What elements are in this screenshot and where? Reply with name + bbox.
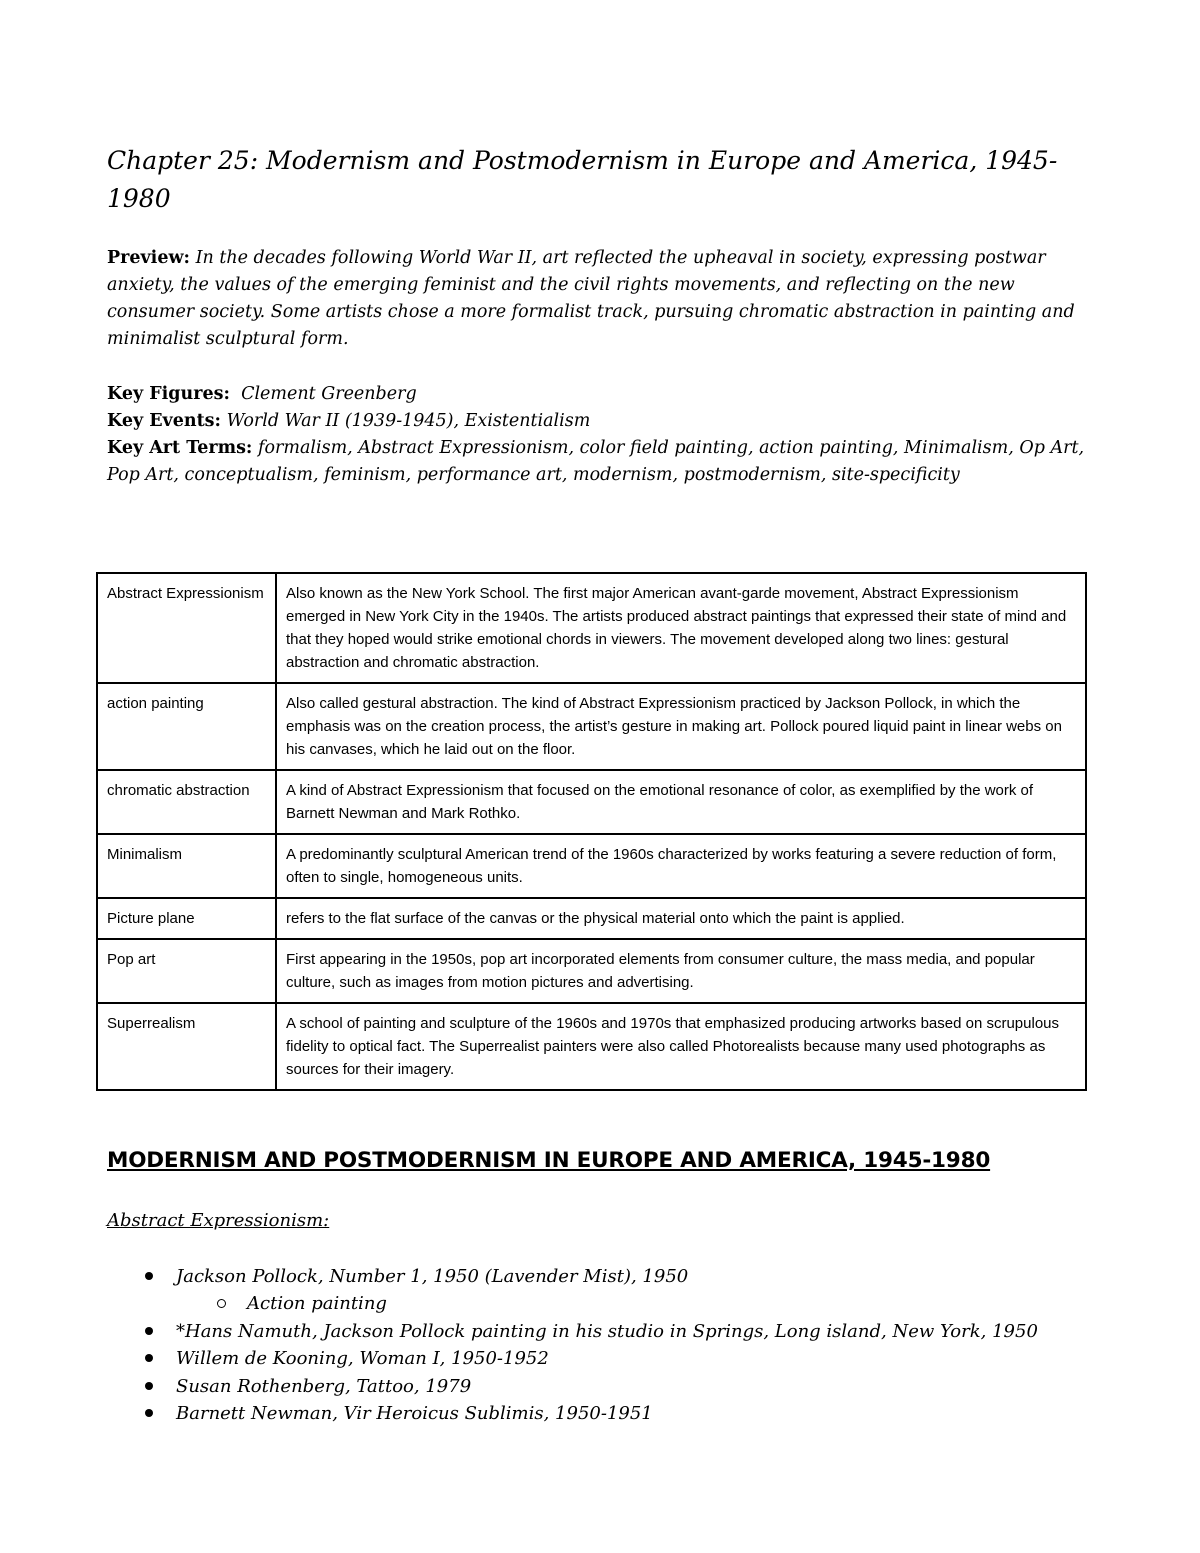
list-item-text: *Hans Namuth, Jackson Pollock painting in his studio in Springs, Long island, New York, 1950 xyxy=(176,1320,1038,1342)
table-row xyxy=(97,1003,1086,1090)
list-item-text: Barnett Newman, Vir Heroicus Sublimis, 1950-1951 xyxy=(176,1403,653,1425)
list-item xyxy=(107,1373,1107,1400)
glossary-definition: First appearing in the 1950s, pop art incorporated elements from consumer culture, the mass media, and popular culture, such as images from motion pictures and advertising. xyxy=(276,939,1086,1003)
glossary-table xyxy=(96,572,1087,1091)
bullet-icon xyxy=(145,1272,153,1280)
artworks-list xyxy=(107,1263,1107,1427)
hollow-bullet-icon xyxy=(217,1299,226,1308)
list-item xyxy=(107,1263,1107,1290)
chapter-title: Chapter 25: Modernism and Postmodernism in Europe and America, 1945-1980 xyxy=(107,146,1058,213)
glossary-definition: Also known as the New York School. The first major American avant-garde movement, Abstract Expressionism emerged in New York City in the 1940s. The artists produced abstract paintings that expressed their state of mind and that they hoped would strike emotional chords in viewers. The movement developed along two lines: gestural abstraction and chromatic abstraction. xyxy=(276,573,1086,683)
list-item-text: Willem de Kooning, Woman I, 1950-1952 xyxy=(176,1348,549,1370)
glossary-definition: refers to the flat surface of the canvas or the physical material onto which the paint is applied. xyxy=(276,898,1086,939)
key-events-line xyxy=(107,408,1097,435)
glossary-term: Abstract Expressionism xyxy=(97,573,276,683)
key-art-terms-line xyxy=(107,435,1097,489)
key-info xyxy=(107,381,1097,489)
table-row xyxy=(97,939,1086,1003)
table-row xyxy=(97,770,1086,834)
section-title: MODERNISM AND POSTMODERNISM IN EUROPE AND AMERICA, 1945-1980 xyxy=(107,1148,991,1173)
bullet-icon xyxy=(145,1382,153,1390)
bullet-icon xyxy=(145,1327,153,1335)
list-item-text: Action painting xyxy=(247,1293,387,1315)
glossary-term: chromatic abstraction xyxy=(97,770,276,834)
list-item-text: Jackson Pollock, Number 1, 1950 (Lavender Mist), 1950 xyxy=(176,1266,689,1287)
list-item xyxy=(107,1345,1107,1372)
glossary-definition: A kind of Abstract Expressionism that focused on the emotional resonance of color, as exemplified by the work of Barnett Newman and Mark Rothko. xyxy=(276,770,1086,834)
table-row xyxy=(97,683,1086,770)
subsection-heading: Abstract Expressionism: xyxy=(107,1210,330,1231)
preview-paragraph xyxy=(107,245,1097,353)
glossary-definition: A predominantly sculptural American trend of the 1960s characterized by works featuring a severe reduction of form, often to single, homogeneous units. xyxy=(276,834,1086,898)
bullet-icon xyxy=(145,1409,153,1417)
table-row xyxy=(97,573,1086,683)
glossary-term: Superrealism xyxy=(97,1003,276,1090)
preview-label: Preview: xyxy=(107,248,190,268)
key-art-terms-label: Key Art Terms: xyxy=(107,438,253,458)
list-item-text: Susan Rothenberg, Tattoo, 1979 xyxy=(176,1375,472,1397)
key-art-terms-value: formalism, Abstract Expressionism, color field painting, action painting, Minimalism, Op Art, Pop Art, conceptualism, feminism, performance art, modernism, postmodernism, site-specificity xyxy=(107,438,1085,485)
list-item xyxy=(107,1318,1107,1345)
key-events-label: Key Events: xyxy=(107,411,221,431)
glossary-term: Pop art xyxy=(97,939,276,1003)
glossary-definition: Also called gestural abstraction. The kind of Abstract Expressionism practiced by Jackson Pollock, in which the emphasis was on the creation process, the artist’s gesture in making art. Pollock poured liquid paint in linear webs on his canvases, which he laid out on the floor. xyxy=(276,683,1086,770)
key-figures-value: Clement Greenberg xyxy=(241,384,417,404)
key-figures-line xyxy=(107,381,1097,408)
table-row xyxy=(97,834,1086,898)
glossary-term: Minimalism xyxy=(97,834,276,898)
glossary-term: action painting xyxy=(97,683,276,770)
preview-text: In the decades following World War II, art reflected the upheaval in society, expressing postwar anxiety, the values of the emerging feminist and the civil rights movements, and reflecting on the new consumer society. Some artists chose a more formalist track, pursuing chromatic abstraction in painting and minimalist sculptural form. xyxy=(107,248,1075,349)
glossary-definition: A school of painting and sculpture of the 1960s and 1970s that emphasized producing artworks based on scrupulous fidelity to optical fact. The Superrealist painters were also called Photorealists because many used photographs as sources for their imagery. xyxy=(276,1003,1086,1090)
list-item xyxy=(107,1400,1107,1427)
sub-list-item xyxy=(107,1290,1107,1317)
key-figures-label: Key Figures: xyxy=(107,384,230,404)
bullet-icon xyxy=(145,1354,153,1362)
table-row xyxy=(97,898,1086,939)
key-events-value: World War II (1939-1945), Existentialism xyxy=(226,411,591,431)
glossary-term: Picture plane xyxy=(97,898,276,939)
